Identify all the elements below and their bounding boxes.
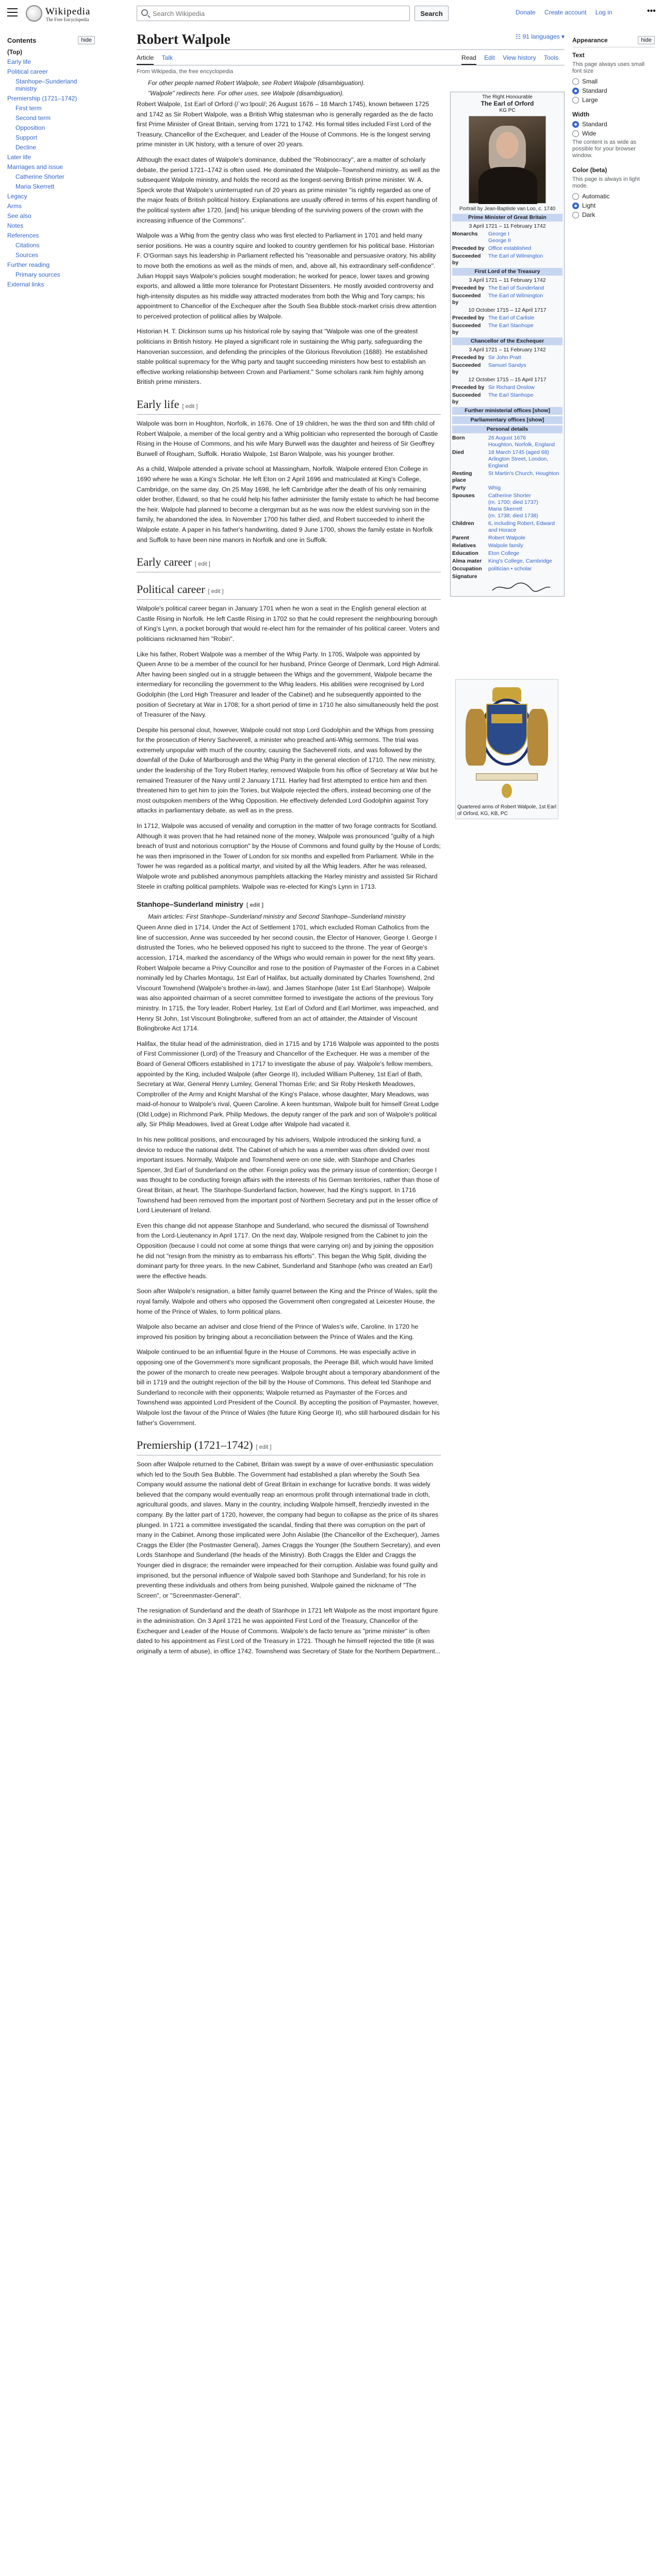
edit-section-link[interactable]: [ edit ] bbox=[256, 1444, 272, 1451]
infobox-row-value[interactable]: The Earl of Wilmington bbox=[488, 293, 543, 299]
toc-item[interactable]: Stanhope–Sunderland ministry bbox=[15, 78, 77, 92]
site-header bbox=[0, 0, 662, 27]
radio-icon[interactable] bbox=[572, 121, 579, 128]
text-size-title: Text bbox=[572, 52, 585, 59]
tab-edit[interactable]: Edit bbox=[484, 54, 495, 61]
infobox-row bbox=[452, 573, 562, 580]
infobox-row bbox=[452, 535, 562, 541]
page-tabs bbox=[137, 52, 565, 65]
hatnote: For other people named Robert Walpole, see Robert Walpole (disambiguation). bbox=[148, 79, 366, 87]
paragraph: Halifax, the titular head of the administration, died in 1715 and by 1716 Walpole was appointed to the posts of First Commissioner (Lord) of the Treasury and Chancellor of the Exchequer. He was a member of the Board of General Officers established in 1717 to investigate the abuse of pay. Walpole's fellow members, appointed by the King, included Walpole (after George II), included William Pulteney, 1st Earl of Bath, Secretary at War, General Henry Lumley, General Thomas Erle; and Sir Roby Hesketh Meadowes, Comptroller of the Army and Knight Marshal of the King's Palace, whose daughter, Mary Meadows, was maid-of-honour to Walpole's rival, Queen Caroline. A keen huntsman, Walpole built for himself Great Lodge (Old Lodge) in Richmond Park. Philip Medows, the deputy ranger of the park and son of Walpole's political ally, Sir Philip Meadowes, lived at Great Lodge after Walpole had vacated it. bbox=[137, 1040, 439, 1128]
section-heading bbox=[137, 582, 441, 600]
page-title: Robert Walpole bbox=[137, 30, 565, 50]
infobox-row-value[interactable]: Whig bbox=[488, 485, 501, 491]
infobox-row-value[interactable]: George I George II bbox=[488, 231, 511, 244]
color-option[interactable] bbox=[572, 202, 655, 209]
search-input[interactable] bbox=[153, 8, 374, 19]
infobox-row-label: Succeeded by bbox=[452, 293, 481, 306]
office-heading[interactable]: First Lord of the Treasury bbox=[452, 268, 562, 276]
infobox-row-value[interactable]: Sir Richard Onslow bbox=[488, 384, 535, 391]
toc-item[interactable]: Legacy bbox=[7, 193, 27, 200]
infobox-row bbox=[452, 323, 562, 336]
infobox-row-value[interactable]: politician • scholar bbox=[488, 566, 532, 572]
color-option[interactable] bbox=[572, 193, 655, 200]
paragraph: Even this change did not appease Stanhope and Sunderland, who secured the dismissal of Townshend from the Lord-Lieutenancy in April 1717. On the next day, Walpole resigned from the Cabinet to join the Opposition (because I could not come at some things that were carrying on) and by joining the opposition he did not "resign from the ministry as to embarrass his efforts". This began the Whig Split, dividing the dominant party for three years. In the new Cabinet, Sunderland and Stanhope (who was created an Earl) were the effective heads. bbox=[137, 1222, 434, 1280]
further-offices-toggle[interactable]: Further ministerial offices [show] bbox=[452, 407, 562, 415]
toc-list bbox=[7, 48, 95, 288]
tab-tools[interactable]: Tools bbox=[543, 54, 558, 61]
infobox-honorific: The Right Honourable bbox=[482, 94, 533, 100]
section-heading bbox=[137, 1437, 441, 1455]
language-count: 91 languages bbox=[522, 33, 560, 40]
edit-section-link[interactable]: [ edit ] bbox=[246, 902, 263, 909]
more-icon[interactable]: ••• bbox=[647, 7, 656, 15]
tab-read[interactable]: Read bbox=[461, 54, 476, 65]
infobox-row-label: Preceded by bbox=[452, 315, 485, 321]
infobox-row bbox=[452, 470, 562, 484]
infobox-row-value[interactable]: Sir John Pratt bbox=[488, 354, 521, 361]
radio-icon[interactable] bbox=[572, 78, 579, 85]
infobox-row-label: Succeeded by bbox=[452, 253, 481, 266]
toc-item[interactable]: Opposition bbox=[15, 124, 45, 131]
infobox-row-label: Occupation bbox=[452, 566, 482, 572]
infobox-row bbox=[452, 362, 562, 376]
edit-section-link[interactable]: [ edit ] bbox=[182, 403, 198, 410]
section-heading bbox=[137, 899, 441, 910]
width-group bbox=[572, 111, 655, 159]
paragraph: In his new political positions, and encouraged by his advisers, Walpole introduced the sinking fund, a device to reduce the national debt. The Cabinet of which he was a member was often divided over most important issues. Normally, Walpole and Townshend were on one side, with Stanhope and Charles Spencer, 3rd Earl of Sunderland on the other. Foreign policy was the primary issue of contention; George I was thought to be conducting foreign affairs with the interests of his German territories, rather than those of Great Britain, at heart. The Stanhope-Sunderland faction, however, had the King's support. In 1716 Townshend had been removed from the important post of Northern Secretary and put in the lesser office of Lord Lieutenant of Ireland. bbox=[137, 1136, 439, 1214]
infobox-postnominal: KG PC bbox=[499, 108, 516, 113]
text-size-option[interactable] bbox=[572, 96, 655, 104]
appearance-hide-button[interactable]: hide bbox=[638, 36, 655, 44]
infobox-row-label: Spouses bbox=[452, 493, 475, 499]
infobox-row bbox=[452, 384, 562, 391]
office-heading[interactable]: Chancellor of the Exchequer bbox=[452, 337, 562, 345]
main-menu-icon[interactable] bbox=[7, 8, 18, 16]
toc-item[interactable]: Support bbox=[15, 134, 38, 141]
donate-link[interactable]: Donate bbox=[516, 9, 536, 16]
from-wikipedia: From Wikipedia, the free encyclopedia bbox=[137, 69, 234, 75]
globe-icon bbox=[26, 5, 42, 22]
infobox-row-label: Children bbox=[452, 520, 474, 527]
infobox-row bbox=[452, 285, 562, 292]
toc-item[interactable]: See also bbox=[7, 212, 31, 219]
toc-item[interactable]: Marriages and issue bbox=[7, 163, 63, 171]
infobox-row-label: Succeeded by bbox=[452, 362, 481, 375]
infobox-row bbox=[452, 245, 562, 252]
width-option[interactable] bbox=[572, 121, 655, 128]
toc-item[interactable]: Premiership (1721–1742) bbox=[7, 95, 77, 102]
tab-article[interactable]: Article bbox=[137, 54, 154, 65]
appearance-title: Appearance bbox=[572, 37, 608, 44]
width-option-label: Standard bbox=[582, 121, 607, 128]
search-box[interactable] bbox=[137, 6, 410, 21]
toc-item[interactable]: Citations bbox=[15, 242, 40, 249]
paragraph: The resignation of Sunderland and the death of Stanhope in 1721 left Walpole as the most important figure in the administration. On 3 April 1721 he was appointed First Lord of the Treasury, Chancellor of the Exchequer and Leader of the House of Commons. Walpole's de facto tenure as "prime minister" is often dated to his appointment as First Lord of the Treasury in 1721. Though he himself rejected the title (it was originally a term of abuse), in office 1742. Townshend was Secretary of State for the Northern Department... bbox=[137, 1607, 441, 1655]
infobox-row bbox=[452, 231, 562, 244]
text-size-option[interactable] bbox=[572, 87, 655, 94]
infobox-row-value[interactable]: 26 August 1676 Houghton, Norfolk, England bbox=[488, 435, 555, 448]
coat-of-arms-image[interactable] bbox=[460, 683, 553, 802]
infobox-row bbox=[452, 293, 562, 306]
infobox-row bbox=[452, 550, 562, 557]
edit-section-link[interactable]: [ edit ] bbox=[208, 588, 224, 595]
main-content bbox=[137, 30, 565, 1662]
toc-item[interactable]: (Top) bbox=[7, 48, 23, 56]
tagline: The Free Encyclopedia bbox=[46, 17, 89, 22]
search-button[interactable]: Search bbox=[415, 6, 449, 21]
infobox-row bbox=[452, 392, 562, 405]
arms-figure bbox=[455, 679, 558, 819]
width-option-label: Wide bbox=[582, 130, 597, 137]
article-body bbox=[137, 99, 441, 1656]
infobox-row-label: Parent bbox=[452, 535, 469, 541]
text-size-option-label: Small bbox=[582, 78, 598, 85]
text-size-note: This page always uses small font size bbox=[572, 61, 645, 74]
infobox-row bbox=[452, 493, 562, 519]
color-group bbox=[572, 166, 655, 218]
infobox-row-value[interactable]: King's College, Cambridge bbox=[488, 558, 552, 564]
infobox-row-value[interactable]: The Earl of Sunderland bbox=[488, 285, 544, 291]
wordmark: Wikipedia bbox=[45, 6, 91, 17]
infobox-row-value[interactable]: The Earl Stanhope bbox=[488, 323, 534, 329]
infobox-row-value[interactable]: Catherine Shorter (m. 1700; died 1737) Maria Skerrett (m. 1738; died 1738) bbox=[488, 493, 538, 519]
infobox-row-label: Resting place bbox=[452, 470, 472, 483]
infobox-row-label: Education bbox=[452, 550, 478, 556]
toc-item[interactable]: Maria Skerrett bbox=[15, 183, 55, 190]
tab-talk[interactable]: Talk bbox=[161, 54, 173, 61]
parliamentary-offices-toggle[interactable]: Parliamentary offices [show] bbox=[452, 416, 562, 424]
signature-image bbox=[490, 581, 552, 594]
paragraph: Despite his personal clout, however, Walpole could not stop Lord Godolphin and the Whigs from pressing for the prosecution of Henry Sacheverell, a minister who preached anti-Whig sermons. The trial was extremely unpopular with much of the country, causing the Sacheverell riots, and was followed by the downfall of the Duke of Marlborough and the Whig Party in the general election of 1710. The new ministry, under the leadership of the Tory Robert Harley, removed Walpole from his office of Secretary at War but he remained Treasurer of the Navy until 2 January 1711. Harley had first attempted to entice him and then threatened him to get him to join the Tories, but Walpole rejected the offers, instead becoming one of the most outspoken members of the Whig Opposition. He effectively defended Lord Godolphin against Tory attacks in parliamentary debate, as well as in the press. bbox=[137, 726, 438, 815]
personal-tools bbox=[516, 9, 619, 16]
infobox-row-value[interactable]: 6, including Robert, Edward and Horace bbox=[488, 520, 555, 533]
toc-hide-button[interactable]: hide bbox=[78, 36, 95, 44]
personal-details-heading: Personal details bbox=[452, 426, 562, 433]
infobox-name: The Earl of Orford bbox=[481, 100, 534, 107]
infobox-row bbox=[452, 435, 562, 448]
portrait-image[interactable] bbox=[469, 116, 546, 204]
table-of-contents bbox=[7, 36, 95, 291]
toc-item[interactable]: External links bbox=[7, 281, 44, 288]
paragraph: Walpole was born in Houghton, Norfolk, in 1676. One of 19 children, he was the third son and fifth child of Robert Walpole, a member of the local gentry and a Whig politician who represented the borough of Castle Rising in the House of Commons, and his wife Mary Burwell was the daughter and heiress of Sir Geoffrey Burwell of Rougham, Suffolk. Horatio Walpole, 1st Baron Walpole, was his younger brother. bbox=[137, 420, 438, 457]
width-note: The content is as wide as possible for your browser window. bbox=[572, 139, 637, 159]
arms-caption: Quartered arms of Robert Walpole, 1st Earl of Orford, KG, KB, PC bbox=[457, 804, 556, 817]
login-link[interactable]: Log in bbox=[595, 9, 613, 16]
infobox-row-value[interactable]: St Martin's Church, Houghton bbox=[488, 470, 559, 477]
infobox-row bbox=[452, 449, 562, 469]
infobox-row-value[interactable]: The Earl of Carlisle bbox=[488, 315, 535, 321]
infobox-row bbox=[452, 543, 562, 549]
infobox-row-label: Party bbox=[452, 485, 466, 491]
infobox-row bbox=[452, 354, 562, 361]
office-dates: 10 October 1715 – 12 April 1717 bbox=[468, 307, 547, 313]
further-offices-label: Further ministerial offices bbox=[465, 408, 532, 414]
create-account-link[interactable]: Create account bbox=[544, 9, 587, 16]
color-title: Color (beta) bbox=[572, 166, 607, 174]
search-icon bbox=[141, 9, 148, 16]
toc-item[interactable]: Decline bbox=[15, 144, 37, 151]
infobox-row-label: Succeeded by bbox=[452, 323, 481, 335]
text-size-option-label: Large bbox=[582, 96, 598, 104]
parliamentary-offices-label: Parliamentary offices bbox=[470, 417, 525, 423]
lead-paragraph: Robert Walpole, 1st Earl of Orford (/ˈwɔːlpoʊl/; 26 August 1676 – 18 March 1745), known between 1725 and 1742 as Sir Robert Walpole, was a British Whig statesman who is generally regarded as the de facto first Prime Minister of Great Britain, serving from 1721 to 1742. His formal titles included First Lord of the Treasury, Chancellor of the Exchequer, and Leader of the House of Commons. He is the longest serving prime minister in UK history, with a tenure of over 20 years. bbox=[137, 100, 433, 148]
color-option-label: Automatic bbox=[582, 193, 610, 200]
infobox-row-value[interactable]: Robert Walpole bbox=[488, 535, 525, 541]
toc-item[interactable]: First term bbox=[15, 105, 42, 112]
section-heading bbox=[137, 397, 441, 415]
office-dates: 12 October 1715 – 15 April 1717 bbox=[468, 377, 547, 383]
infobox-row-label: Monarchs bbox=[452, 231, 478, 237]
paragraph: Walpole continued to be an influential figure in the House of Commons. He was especially active in opposing one of the Government's more significant proposals, the Peerage Bill, which would have limited the power of the monarch to create new peerages. Walpole brought about a temporary abandonment of the bill in 1719 and the outright rejection of the bill by the House of Commons. This defeat led Stanhope and Sunderland to reconcile with their opponents; Walpole returned as Paymaster of the Forces and Townshend was appointed Lord President of the Council. By accepting the position of Paymaster, however, Walpole lost the favour of the Prince of Wales (the future King George II), who still harboured disdain for his father's Government. bbox=[137, 1348, 440, 1427]
infobox-row-value[interactable]: Eton College bbox=[488, 550, 520, 556]
toc-title: Contents bbox=[7, 36, 37, 44]
color-option[interactable] bbox=[572, 211, 655, 218]
paragraph: As a child, Walpole attended a private school at Massingham, Norfolk. Walpole entered Eton College in 1690 where he was a King's Scholar. He left Eton on 2 April 1696 and matriculated at King's College, Cambridge, on the same day. On 25 May 1698, he left Cambridge after the death of his only remaining older brother, Edward, so that he could help his father administer the family estate to which he had become the heir. Walpole had planned to become a clergyman but as he was now the eldest surviving son in the family, he abandoned the idea. In November 1700 his father died, and Robert succeeded to inherit the Walpole estate. A paper in his father's handwriting, dated 9 June 1700, shows the family estate in Norfolk and Suffolk to have been nine manors in Norfolk and one in Suffolk. bbox=[137, 465, 439, 544]
radio-icon[interactable] bbox=[572, 130, 579, 137]
infobox-row-label: Signature bbox=[452, 573, 477, 580]
infobox-row-value[interactable]: The Earl Stanhope bbox=[488, 392, 534, 398]
tab-history[interactable]: View history bbox=[503, 54, 536, 61]
text-size-group bbox=[572, 52, 655, 104]
text-size-option[interactable] bbox=[572, 78, 655, 85]
paragraph: Soon after Walpole's resignation, a bitter family quarrel between the King and the Prince of Wales, split the royal family. Walpole and others who opposed the Government often congregated at Leicester House, the home of the Prince of Wales, to form political plans. bbox=[137, 1287, 438, 1315]
toc-item[interactable]: Primary sources bbox=[15, 271, 60, 278]
infobox-row-value[interactable]: 18 March 1745 (aged 68) Arlington Street, London, England bbox=[488, 449, 549, 469]
infobox-row-label: Preceded by bbox=[452, 245, 485, 251]
infobox-row-label: Preceded by bbox=[452, 354, 485, 361]
infobox-row bbox=[452, 315, 562, 321]
toc-item[interactable]: Further reading bbox=[7, 261, 50, 268]
lead-paragraph: Historian H. T. Dickinson sums up his historical role by saying that "Walpole was one of the greatest politicians in British history. He played a significant role in sustaining the Whig party, safeguarding the Hanoverian succession, and defending the principles of the Glorious Revolution (1688). He established stable political supremacy for the Whig party and taught succeeding ministers how best to establish an effective working relationship between Crown and Parliament." Some scholars rank him highly among British prime ministers. bbox=[137, 328, 428, 386]
office-dates: 3 April 1721 – 11 February 1742 bbox=[469, 223, 546, 229]
office-dates: 3 April 1721 – 11 February 1742 bbox=[469, 277, 546, 283]
hatnote: "Walpole" redirects here. For other uses, see Walpole (disambiguation). bbox=[148, 90, 344, 97]
toc-item[interactable]: Arms bbox=[7, 202, 22, 210]
infobox-row bbox=[452, 558, 562, 565]
office-heading[interactable]: Prime Minister of Great Britain bbox=[452, 214, 562, 222]
width-option[interactable] bbox=[572, 130, 655, 137]
infobox-row-value[interactable]: Samuel Sandys bbox=[488, 362, 526, 368]
toc-item[interactable]: Early life bbox=[7, 58, 31, 65]
infobox-row-label: Born bbox=[452, 435, 465, 441]
radio-icon[interactable] bbox=[572, 212, 579, 218]
infobox-row bbox=[452, 520, 562, 534]
width-title: Width bbox=[572, 111, 590, 118]
infobox-row-label: Alma mater bbox=[452, 558, 482, 564]
section-heading bbox=[137, 554, 441, 572]
infobox-row-label: Relatives bbox=[452, 543, 476, 549]
toc-item[interactable]: Political career bbox=[7, 68, 48, 75]
infobox-row-label: Preceded by bbox=[452, 285, 485, 291]
text-size-option-label: Standard bbox=[582, 87, 607, 94]
office-dates: 3 April 1721 – 11 February 1742 bbox=[469, 347, 546, 353]
color-option-label: Dark bbox=[582, 211, 595, 218]
toc-item[interactable]: Later life bbox=[7, 154, 31, 161]
appearance-panel bbox=[572, 36, 655, 226]
infobox-row-label: Died bbox=[452, 449, 464, 455]
hatnote: Main articles: First Stanhope–Sunderland ministry and Second Stanhope–Sunderland ministry bbox=[148, 913, 406, 921]
toc-item[interactable]: Sources bbox=[15, 251, 39, 259]
paragraph: Walpole's political career began in January 1701 when he won a seat in the English general election at Castle Rising in Norfolk. He left Castle Rising in 1702 so that he could represent the neighbouring borough of King's Lynn, a pocket borough that would re-elect him for the remainder of his political career. Voters and politicians nicknamed him "Robin". bbox=[137, 605, 440, 642]
section-heading-text: Premiership (1721–1742) bbox=[137, 1438, 253, 1452]
wikipedia-logo[interactable] bbox=[26, 5, 124, 23]
lead-paragraph: Walpole was a Whig from the gentry class who was first elected to Parliament in 1701 and held many senior positions. He was a country squire and looked to country gentlemen for his political base. Historian F. O'Gorman says his leadership in Parliament reflected his "reasonable and persuasive oratory, his ability to move both the emotions as well as the minds of men, and, above all, his extraordinary self-confidence". Julian Hoppit says Walpole's policies sought moderation; he worked for peace, lower taxes and growing exports, and allowed a little more tolerance for Protestant Dissenters. He mostly avoided controversy and high-intensity disputes as his middle way attracted moderates from both the Whig and Tory camps; his appointment to Chancellor of the Exchequer after the South Sea Bubble stock-market crisis drew attention to perceived protection of political allies by Walpole. bbox=[137, 232, 437, 320]
paragraph: Queen Anne died in 1714. Under the Act of Settlement 1701, which excluded Roman Catholics from the line of succession, Anne was succeeded by her second cousin, the Elector of Hanover, George I. George I distrusted the Tories, who he believed opposed his right to succeed to the throne. The year of George's accession, 1714, marked the ascendancy of the Whigs who would remain in power for the next fifty years. Robert Walpole became a Privy Councillor and rose to the position of Paymaster of the Forces in a Cabinet nominally led by Charles Montagu, 1st Earl of Halifax, but actually dominated by Charles Townshend, 2nd Viscount Townshend (Walpole's brother-in-law), and James Stanhope (later 1st Earl Stanhope). Walpole was also appointed chairman of a secret committee formed to investigate the actions of the previous Tory ministry. In 1715, the Tory leader, Robert Harley, 1st Earl of Oxford and Earl Mortimer, was impeached, and Henry St John, 1st Viscount Bolingbroke, suffered from an act of attainder, the Attainder of Viscount Bolingbroke Act 1714. bbox=[137, 924, 439, 1032]
infobox-row bbox=[452, 566, 562, 572]
infobox-row-label: Preceded by bbox=[452, 384, 485, 391]
color-option-label: Light bbox=[582, 202, 596, 209]
section-heading-text: Early life bbox=[137, 398, 179, 411]
paragraph: Like his father, Robert Walpole was a member of the Whig Party. In 1705, Walpole was appointed by Queen Anne to be a member of the council for her husband, Prince George of Denmark, Lord High Admiral. After having been singled out in a struggle between the Whigs and the government, Walpole became the intermediary for reconciling the government to the Whig leaders. His abilities were recognised by Lord Godolphin (the Lord High Treasurer and leader of the Cabinet) and he subsequently appointed to the position of Secretary at War in 1708; for a short period of time in 1710 he also simultaneously held the post of Treasurer of the Navy. bbox=[137, 650, 440, 719]
section-heading-text: Early career bbox=[137, 555, 192, 569]
edit-section-link[interactable]: [ edit ] bbox=[194, 561, 210, 568]
infobox-row bbox=[452, 253, 562, 266]
radio-icon[interactable] bbox=[572, 88, 579, 94]
section-heading-text: Political career bbox=[137, 583, 205, 596]
infobox-row-value[interactable]: Office established bbox=[488, 245, 532, 251]
paragraph: Walpole also became an adviser and close friend of the Prince of Wales's wife, Caroline. In 1720 he improved his position by bringing about a reconciliation between the Prince of Wales and the King. bbox=[137, 1323, 419, 1341]
infobox bbox=[450, 92, 565, 597]
radio-icon[interactable] bbox=[572, 202, 579, 209]
lead-paragraph: Although the exact dates of Walpole's dominance, dubbed the "Robinocracy", are a matter of scholarly debate, the period 1721–1742 is often used. He dominated the Walpole–Townshend ministry, as well as the subsequent Walpole ministry, and holds the record as the longest-serving British prime minister. W. A. Speck wrote that Walpole's uninterrupted run of 20 years as prime minister "is rightly regarded as one of the major feats of British political history. Explanations are usually offered in terms of his expert handling of the political system after 1720, [and] his unique blending of the surviving powers of the crown with the increasing influence of the Commons". bbox=[137, 156, 440, 224]
color-note: This page is always in light mode. bbox=[572, 176, 640, 189]
infobox-row-value[interactable]: Walpole family bbox=[488, 543, 523, 549]
radio-icon[interactable] bbox=[572, 97, 579, 104]
paragraph: Soon after Walpole returned to the Cabinet, Britain was swept by a wave of over-enthusiastic speculation which led to the South Sea Bubble. The Government had established a plan whereby the South Sea Company would assume the national debt of Great Britain in exchange for lucrative bonds. It was widely believed that the company would eventually reap an enormous profit through international trade in cloth, agricultural goods, and slaves. Many in the country, including Walpole himself, frenziedly invested in the company. By the latter part of 1720, however, the company had begun to collapse as the price of its shares plunged. In 1721 a committee investigated the scandal, finding that there was corruption on the part of many in the Cabinet. Among those implicated were John Aislabie (the Chancellor of the Exchequer), James Craggs the Elder (the Postmaster General), James Craggs the Younger (the Southern Secretary), and even Lords Stanhope and Sunderland (the heads of the Ministry). Both Craggs the Elder and Craggs the Younger died in disgrace; the remainder were impeached for their corruption. Aislabie was found guilty and imprisoned, but the personal influence of Walpole saved both Stanhope and Sunderland; for his role in preventing these individuals and others from being punished, Walpole gained the nickname of "The Screen", or "Screenmaster-General". bbox=[137, 1461, 440, 1599]
section-heading-text: Stanhope–Sunderland ministry bbox=[137, 900, 243, 909]
infobox-row bbox=[452, 485, 562, 492]
portrait-caption: Portrait by Jean-Baptiste van Loo, c. 1740 bbox=[459, 206, 556, 212]
language-button[interactable]: ☷ 91 languages ▾ bbox=[515, 33, 565, 40]
radio-icon[interactable] bbox=[572, 193, 579, 200]
paragraph: In 1712, Walpole was accused of venality and corruption in the matter of two forage contracts for Scotland. Although it was proven that he had retained none of the money, Walpole was pronounced "guilty of a high breach of trust and notorious corruption" by the House of Commons and found guilty by the House of Lords; he was then imprisoned in the Tower of London for six months and expelled from Parliament. While in the Tower he was regarded as a political martyr, and visited by all the Whig leaders. After he was released, Walpole wrote and published anonymous pamphlets attacking the Harley ministry and assisted Sir Richard Steele in crafting political pamphlets. Walpole was re-elected for King's Lynn in 1713. bbox=[137, 822, 441, 890]
toc-item[interactable]: Notes bbox=[7, 222, 24, 229]
infobox-header bbox=[452, 94, 562, 114]
toc-item[interactable]: Catherine Shorter bbox=[15, 173, 64, 180]
infobox-row-value[interactable]: The Earl of Wilmington bbox=[488, 253, 543, 259]
toc-item[interactable]: Second term bbox=[15, 114, 51, 122]
infobox-row-label: Succeeded by bbox=[452, 392, 481, 405]
toc-item[interactable]: References bbox=[7, 232, 39, 239]
